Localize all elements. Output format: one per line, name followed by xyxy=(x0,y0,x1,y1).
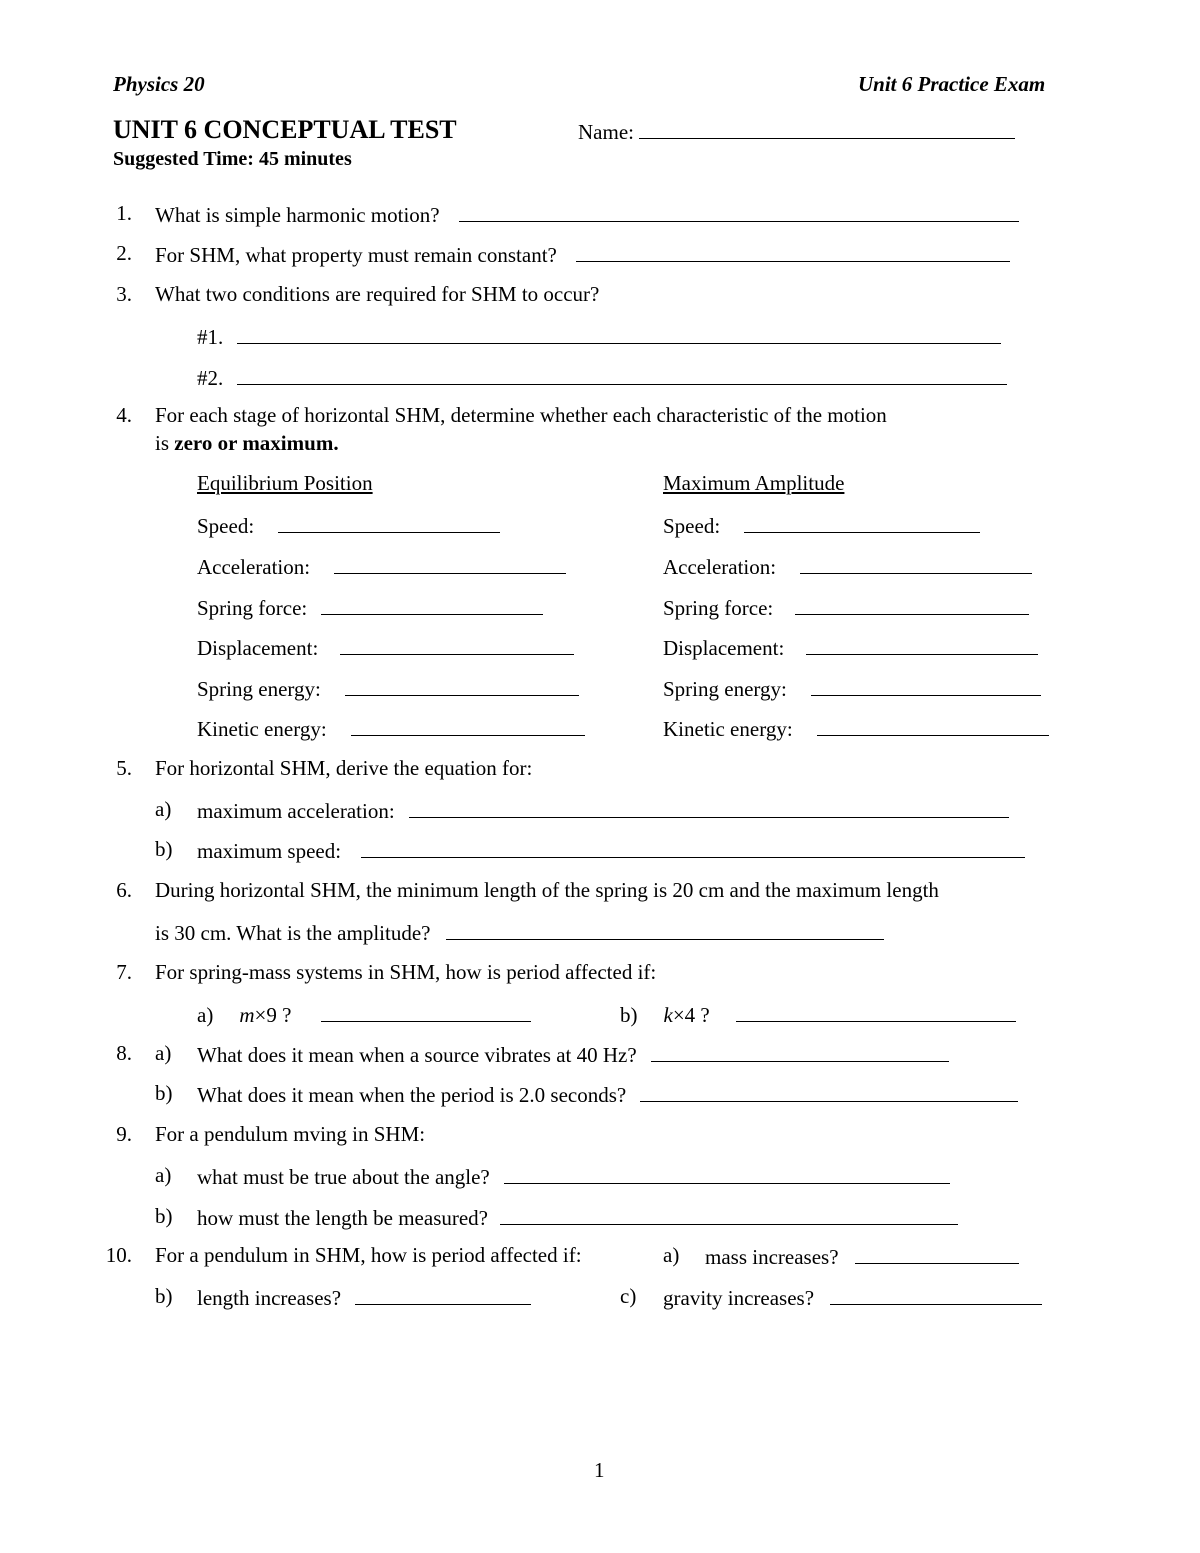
q7b-line xyxy=(620,1003,1016,1026)
q9a-text: what must be true about the angle? xyxy=(197,1165,490,1189)
q7b-variable: k xyxy=(663,1003,673,1027)
amp-displacement-label: Displacement: xyxy=(663,636,785,660)
q3-condition-1 xyxy=(197,325,1001,348)
q10a-line xyxy=(705,1245,1019,1268)
name-label: Name: xyxy=(578,120,634,144)
q7a-blank[interactable] xyxy=(321,1003,531,1022)
amp-kinetic-energy xyxy=(663,717,1049,740)
q8b-label: b) xyxy=(155,1081,173,1105)
q10c-label: c) xyxy=(620,1284,637,1308)
q3-text: What two conditions are required for SHM to occur? xyxy=(155,282,600,306)
q7a-multiplier: ×9 ? xyxy=(254,1003,292,1027)
q4-line1: For each stage of horizontal SHM, determine whether each characteristic of the motion xyxy=(155,403,887,427)
eq-displacement xyxy=(197,636,574,659)
q5-number: 5. xyxy=(116,756,132,780)
amp-spring-energy-blank[interactable] xyxy=(811,677,1041,696)
q9-text: For a pendulum mving in SHM: xyxy=(155,1122,426,1146)
q10a-blank[interactable] xyxy=(855,1245,1019,1264)
eq-kinetic-energy-label: Kinetic energy: xyxy=(197,717,327,741)
q4-period: . xyxy=(333,431,339,455)
q3-condition-2 xyxy=(197,366,1007,389)
amp-acceleration xyxy=(663,555,1032,578)
q8b-line xyxy=(197,1083,1018,1106)
q9b-label: b) xyxy=(155,1204,173,1228)
eq-speed-blank[interactable] xyxy=(278,514,500,533)
q5b-text: maximum speed: xyxy=(197,839,342,863)
q3-c1-blank[interactable] xyxy=(237,325,1001,344)
q1-line xyxy=(155,203,1019,226)
q10b-line xyxy=(197,1286,531,1309)
amp-kinetic-energy-label: Kinetic energy: xyxy=(663,717,793,741)
q9b-blank[interactable] xyxy=(500,1206,958,1225)
q10b-text: length increases? xyxy=(197,1286,342,1310)
q4-maximum: maximum xyxy=(242,431,334,455)
q10c-line xyxy=(663,1286,1042,1309)
q10-number: 10. xyxy=(105,1243,132,1267)
q6-line1: During horizontal SHM, the minimum length of the spring is 20 cm and the maximum length xyxy=(155,878,939,902)
q4-zero: zero xyxy=(174,431,213,455)
eq-spring-energy-label: Spring energy: xyxy=(197,677,321,701)
q8a-blank[interactable] xyxy=(651,1043,949,1062)
q6-text: is 30 cm. What is the amplitude? xyxy=(155,921,431,945)
q5a-label: a) xyxy=(155,797,172,821)
name-field[interactable] xyxy=(578,120,1015,143)
q4-line2 xyxy=(155,433,339,454)
amp-speed-blank[interactable] xyxy=(744,514,980,533)
q4-is: is xyxy=(155,431,175,455)
equilibrium-heading: Equilibrium Position xyxy=(197,471,373,495)
eq-speed-label: Speed: xyxy=(197,514,255,538)
q7b-label: b) xyxy=(620,1003,638,1027)
q3-number: 3. xyxy=(116,282,132,306)
eq-spring-energy xyxy=(197,677,579,700)
amp-spring-force-label: Spring force: xyxy=(663,596,774,620)
q4-number: 4. xyxy=(116,403,132,427)
q2-text: For SHM, what property must remain constant? xyxy=(155,243,557,267)
eq-speed xyxy=(197,514,500,537)
q3-c2-blank[interactable] xyxy=(237,366,1007,385)
q8b-text: What does it mean when the period is 2.0 seconds? xyxy=(197,1083,627,1107)
amp-kinetic-energy-blank[interactable] xyxy=(817,717,1049,736)
q5b-blank[interactable] xyxy=(361,839,1025,858)
amp-speed xyxy=(663,514,980,537)
q9b-line xyxy=(197,1206,958,1229)
amp-displacement xyxy=(663,636,1038,659)
q8-number: 8. xyxy=(116,1041,132,1065)
q2-number: 2. xyxy=(116,241,132,265)
q10a-text: mass increases? xyxy=(705,1245,839,1269)
eq-acceleration xyxy=(197,555,566,578)
q10b-label: b) xyxy=(155,1284,173,1308)
course-header: Physics 20 xyxy=(113,72,205,96)
q10c-text: gravity increases? xyxy=(663,1286,815,1310)
amp-spring-force xyxy=(663,596,1029,619)
q8b-blank[interactable] xyxy=(640,1083,1018,1102)
q10b-blank[interactable] xyxy=(355,1286,531,1305)
page-number: 1 xyxy=(594,1458,605,1482)
amp-spring-force-blank[interactable] xyxy=(795,596,1029,615)
name-blank[interactable] xyxy=(639,120,1015,139)
q5-text: For horizontal SHM, derive the equation for: xyxy=(155,756,533,780)
eq-spring-force xyxy=(197,596,543,619)
q10-text: For a pendulum in SHM, how is period affected if: xyxy=(155,1243,582,1267)
q6-line2 xyxy=(155,921,884,944)
eq-kinetic-energy xyxy=(197,717,585,740)
amp-acceleration-label: Acceleration: xyxy=(663,555,777,579)
q2-line xyxy=(155,243,1010,266)
q1-blank[interactable] xyxy=(459,203,1019,222)
amp-acceleration-blank[interactable] xyxy=(800,555,1032,574)
q7-text: For spring-mass systems in SHM, how is period affected if: xyxy=(155,960,657,984)
q9a-label: a) xyxy=(155,1163,172,1187)
q3-c2-label: #2. xyxy=(197,366,224,390)
q4-or: or xyxy=(212,431,243,455)
q5a-blank[interactable] xyxy=(409,799,1009,818)
q5b-line xyxy=(197,839,1025,862)
eq-acceleration-blank[interactable] xyxy=(334,555,566,574)
amp-displacement-blank[interactable] xyxy=(806,636,1038,655)
q6-blank[interactable] xyxy=(446,921,884,940)
q9a-line xyxy=(197,1165,950,1188)
eq-acceleration-label: Acceleration: xyxy=(197,555,311,579)
q7b-multiplier: ×4 ? xyxy=(672,1003,710,1027)
q7b-blank[interactable] xyxy=(736,1003,1016,1022)
eq-spring-force-blank[interactable] xyxy=(321,596,543,615)
eq-spring-energy-blank[interactable] xyxy=(345,677,579,696)
page-title: UNIT 6 CONCEPTUAL TEST xyxy=(113,115,457,144)
q9-number: 9. xyxy=(116,1122,132,1146)
q5b-label: b) xyxy=(155,837,173,861)
q3-c1-label: #1. xyxy=(197,325,224,349)
amp-spring-energy-label: Spring energy: xyxy=(663,677,787,701)
suggested-time: Suggested Time: 45 minutes xyxy=(113,148,352,170)
amp-speed-label: Speed: xyxy=(663,514,721,538)
eq-spring-force-label: Spring force: xyxy=(197,596,308,620)
q7a-variable: m xyxy=(239,1003,255,1027)
q5a-line xyxy=(197,799,1009,822)
amp-spring-energy xyxy=(663,677,1041,700)
q10c-blank[interactable] xyxy=(830,1286,1042,1305)
q8a-line xyxy=(197,1043,949,1066)
eq-displacement-label: Displacement: xyxy=(197,636,319,660)
exam-header: Unit 6 Practice Exam xyxy=(858,72,1046,96)
q7a-line xyxy=(197,1003,531,1026)
q8a-label: a) xyxy=(155,1041,172,1065)
q9a-blank[interactable] xyxy=(504,1165,950,1184)
q6-number: 6. xyxy=(116,878,132,902)
q8a-text: What does it mean when a source vibrates at 40 Hz? xyxy=(197,1043,637,1067)
q7-number: 7. xyxy=(116,960,132,984)
q9b-text: how must the length be measured? xyxy=(197,1206,489,1230)
amplitude-heading: Maximum Amplitude xyxy=(663,471,845,495)
q1-text: What is simple harmonic motion? xyxy=(155,203,440,227)
q5a-text: maximum acceleration: xyxy=(197,799,395,823)
q1-number: 1. xyxy=(116,201,132,225)
q10a-label: a) xyxy=(663,1243,680,1267)
q7a-label: a) xyxy=(197,1003,214,1027)
q2-blank[interactable] xyxy=(576,243,1010,262)
eq-displacement-blank[interactable] xyxy=(340,636,574,655)
eq-kinetic-energy-blank[interactable] xyxy=(351,717,585,736)
